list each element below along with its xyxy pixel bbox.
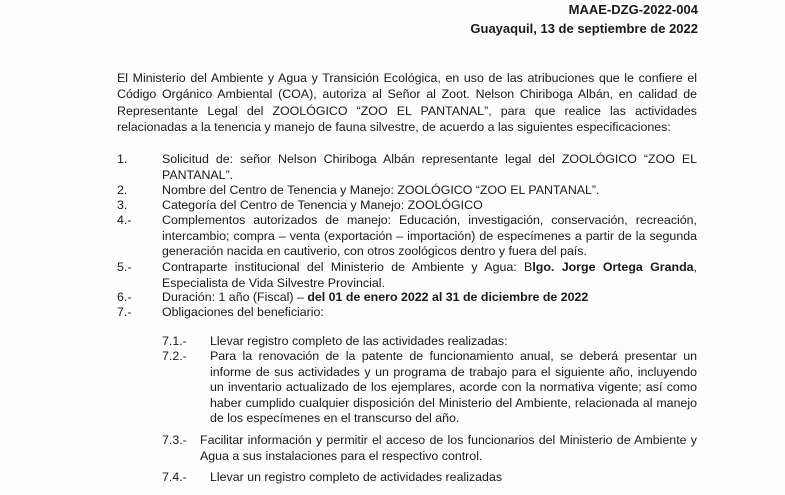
item-number: 1. (117, 152, 128, 166)
item-text: Obligaciones del beneficiario: (162, 305, 324, 319)
duration-range: del 01 de enero 2022 al 31 de diciembre de 2022 (307, 290, 589, 304)
item-text: Duración: 1 año (Fiscal) – del 01 de enero 2022 al 31 de diciembre de 2022 (162, 290, 589, 304)
item-text: Nombre del Centro de Tenencia y Manejo: ZOOLÓGICO “ZOO EL PANTANAL”. (162, 183, 600, 197)
item-number: 7.- (117, 305, 132, 319)
intro-paragraph: El Ministerio del Ambiente y Agua y Transición Ecológica, en uso de las atribuciones que le confiere el Código Orgánico Ambiental (COA), autoriza al Señor al Zoot. Nelson Chiriboga Albán, en calidad de Representante Legal del ZOOLÓGICO “ZOO EL PANTANAL”, para que realice las actividades relacionadas a la tenencia y manejo de fauna silvestre, de acuerdo a las siguientes especificaciones: (117, 71, 697, 135)
sub-item-number: 7.2.- (162, 349, 187, 363)
sub-item-number: 7.1.- (162, 334, 187, 348)
item-number: 3. (117, 198, 128, 212)
item-number: 4.- (117, 213, 132, 227)
sub-item-number: 7.4.- (162, 470, 187, 484)
item-text: Solicitud de: señor Nelson Chiriboga Albán representante legal del ZOOLÓGICO “ZOO EL PANTANAL”. (162, 152, 697, 182)
item-text: Contraparte institucional del Ministerio de Ambiente y Agua: Blgo. Jorge Ortega Granda, Especialista de Vida Silvestre Provincial. (162, 260, 697, 290)
document-code: MAAE-DZG-2022-004 (568, 2, 698, 17)
sub-item-number: 7.3.- (162, 433, 187, 447)
sub-item-text: Llevar registro completo de las actividades realizadas: (210, 334, 508, 348)
item-number: 5.- (117, 260, 132, 274)
sub-item-text: Llevar un registro completo de actividades realizadas (210, 470, 503, 484)
item-number: 6.- (117, 290, 132, 304)
place-date: Guayaquil, 13 de septiembre de 2022 (470, 21, 698, 36)
item-number: 2. (117, 183, 128, 197)
item-text: Complementos autorizados de manejo: Educación, investigación, conservación, recreación, intercambio; compra – venta (exportación – importación) de especímenes a partir de la segunda generación nacida en cautiverio, con otros zoológicos dentro y fuera del país. (162, 213, 697, 259)
sub-item-text: Facilitar información y permitir el acceso de los funcionarios del Ministerio de Ambiente y Agua a sus instalaciones para el respectivo control. (200, 433, 697, 463)
sub-item-text: Para la renovación de la patente de funcionamiento anual, se deberá presentar un informe de sus actividades y un programa de trabajo para el siguiente año, incluyendo un inventario actualizado de los ejemplares, acorde con la normativa vigente; así como haber cumplido cualquier disposición del Ministerio del Ambiente, relacionada al manejo de los especímenes en el transcurso del año. (210, 349, 697, 426)
contact-name: lgo. Jorge Ortega Granda (532, 260, 694, 274)
item-text: Categoría del Centro de Tenencia y Manejo: ZOOLÓGICO (162, 198, 483, 212)
